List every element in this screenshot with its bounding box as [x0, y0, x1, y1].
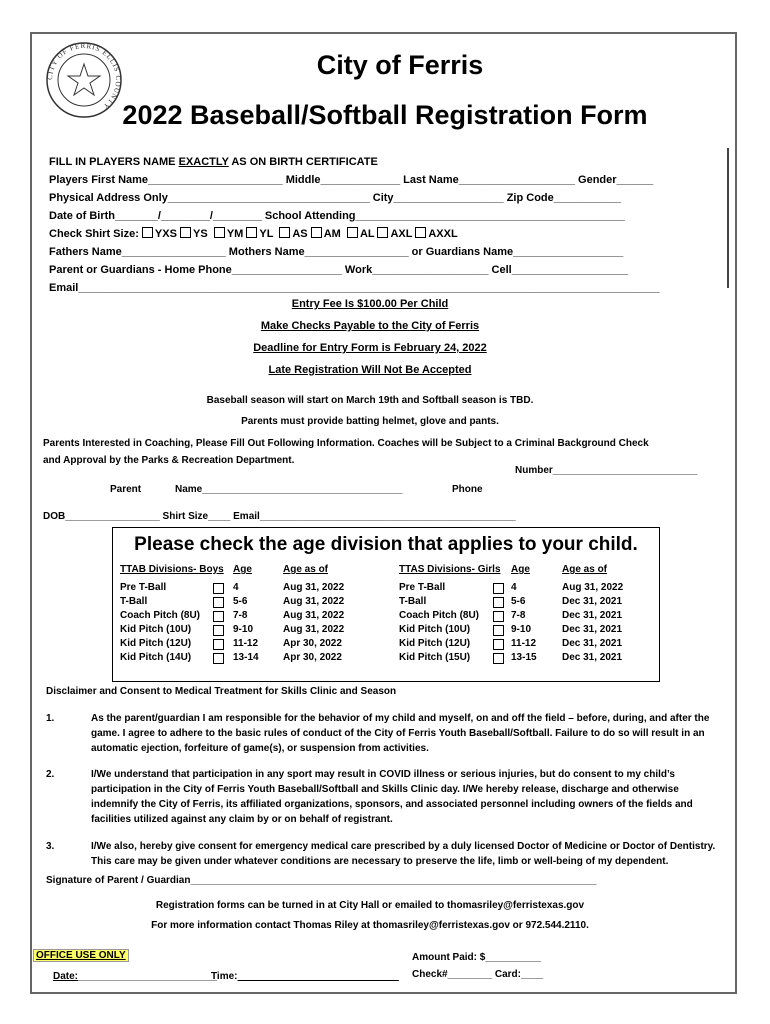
coaching-line2: and Approval by the Parks & Recreation Department. — [43, 455, 295, 466]
girls-checkbox-kid-pitch-15u[interactable] — [493, 653, 504, 664]
shirt-option-axl[interactable]: AXL — [377, 228, 412, 240]
coach-name-field[interactable]: Name____________________________________ — [175, 484, 403, 495]
player-name-field[interactable]: Players First Name______________________ Middle_____________ Last Name___________________ Gender______ — [49, 174, 654, 186]
contact-info: For more information contact Thomas Riley at thomasriley@ferristexas.gov or 972.544.2110. — [151, 920, 589, 931]
shirt-option-ym[interactable]: YM — [214, 228, 244, 240]
equipment-notice: Parents must provide batting helmet, glove and pants. — [241, 416, 499, 427]
girls-checkbox-coach-pitch[interactable] — [493, 611, 504, 622]
disclaimer-heading: Disclaimer and Consent to Medical Treatment for Skills Clinic and Season — [46, 686, 397, 697]
disclaimer-item-3: I/We also, hereby give consent for emergency medical care prescribed by a duly licensed Doctor of Medicine or Doctor of Dentistry. This care may be given under whatever conditions are necessary to preserve the life, limb or well-being of my dependent. — [91, 841, 716, 867]
boys-checkbox-coach-pitch[interactable] — [213, 611, 224, 622]
email-field[interactable]: Email_______________________________________________________________________________________________ — [49, 282, 660, 294]
phone-field[interactable]: Parent or Guardians - Home Phone__________________ Work___________________ Cell___________________ — [49, 264, 628, 276]
age-division-box — [112, 527, 660, 682]
margin-bar — [727, 148, 729, 288]
girls-checkbox-kid-pitch-10u[interactable] — [493, 625, 504, 636]
boys-division-column: TTAB Divisions- Boys Pre T-Ball T-Ball Coach Pitch (8U) Kid Pitch (10U) Kid Pitch (12U) Kid Pitch (14U) — [120, 564, 224, 663]
coach-number-field[interactable]: Number__________________________ — [515, 465, 698, 476]
boys-checkbox-kid-pitch-10u[interactable] — [213, 625, 224, 636]
girls-age-column: Age 4 5-6 7-8 9-10 11-12 13-15 — [511, 564, 537, 663]
boys-checkbox-pre-tball[interactable] — [213, 583, 224, 594]
shirt-option-yl[interactable]: YL — [246, 228, 273, 240]
shirt-option-am[interactable]: AM — [311, 228, 341, 240]
instruction-line: FILL IN PLAYERS NAME EXACTLY AS ON BIRTH CERTIFICATE — [49, 156, 378, 168]
parents-field[interactable]: Fathers Name_________________ Mothers Name_________________ or Guardians Name__________________ — [49, 246, 624, 258]
form-subtitle: 2022 Baseball/Softball Registration Form — [122, 100, 648, 130]
turn-in-info: Registration forms can be turned in at City Hall or emailed to thomasriley@ferristexas.gov — [155, 900, 585, 911]
shirt-option-as[interactable]: AS — [279, 228, 307, 240]
checks-payable: Make Checks Payable to the City of Ferris — [260, 320, 480, 332]
coach-phone-label: Phone — [452, 484, 483, 495]
shirt-option-yxs[interactable]: YXS — [142, 228, 177, 240]
coach-dob-line[interactable]: DOB_________________ Shirt Size____ Email______________________________________________ — [43, 511, 516, 522]
disclaimer-num-2: 2. — [46, 769, 55, 780]
check-card-field[interactable]: Check#________ Card:____ — [412, 969, 544, 980]
address-field[interactable]: Physical Address Only_________________________________ City__________________ Zip Code___________ — [49, 192, 622, 204]
girls-division-column: TTAS Divisions- Girls Pre T-Ball T-Ball Coach Pitch (8U) Kid Pitch (10U) Kid Pitch (12U) Kid Pitch (15U) — [399, 564, 501, 663]
girls-checkbox-column[interactable] — [493, 581, 504, 667]
season-start: Baseball season will start on March 19th and Softball season is TBD. — [206, 395, 534, 406]
amount-paid-field[interactable]: Amount Paid: $__________ — [412, 952, 541, 963]
boys-checkbox-kid-pitch-14u[interactable] — [213, 653, 224, 664]
girls-checkbox-tball[interactable] — [493, 597, 504, 608]
office-time-field[interactable]: Time:_____________________________ — [211, 971, 399, 982]
entry-fee: Entry Fee Is $100.00 Per Child — [291, 298, 449, 310]
girls-checkbox-pre-tball[interactable] — [493, 583, 504, 594]
boys-checkbox-column[interactable] — [213, 581, 224, 667]
shirt-option-al[interactable]: AL — [347, 228, 374, 240]
dob-school-field[interactable]: Date of Birth_______/________/________ School Attending____________________________________________ — [49, 210, 625, 222]
disclaimer-num-3: 3. — [46, 841, 55, 852]
coach-parent-label: Parent — [110, 484, 142, 495]
boys-age-column: Age 4 5-6 7-8 9-10 11-12 13-14 — [233, 564, 259, 663]
age-division-title: Please check the age division that applies to your child. — [134, 534, 638, 555]
shirt-size-row: Check Shirt Size: YXS YS YM YL AS AM AL AXL AXXL — [49, 228, 458, 240]
deadline: Deadline for Entry Form is February 24, 2022 — [253, 342, 487, 354]
boys-checkbox-kid-pitch-12u[interactable] — [213, 639, 224, 650]
coaching-line1: Parents Interested in Coaching, Please Fill Out Following Information. Coaches will be Subject to a Criminal Background Check — [43, 438, 649, 449]
office-use-label: OFFICE USE ONLY — [33, 949, 129, 962]
disclaimer-num-1: 1. — [46, 713, 55, 724]
girls-as-of-column: Age as of Aug 31, 2022 Dec 31, 2021 Dec 31, 2021 Dec 31, 2021 Dec 31, 2021 Dec 31, 2021 — [562, 564, 624, 663]
disclaimer-item-2: I/We understand that participation in any sport may result in COVID illness or serious injuries, but do consent to my child’s participation in the City of Ferris Youth Baseball/Softball and Skills Clinic day. I/We hereby release, discharge and otherwise indemnify the City of Ferris, its affiliated organizations, sponsors, and associated personnel including owners of the fields and facilities utilized against any claim by or on behalf of registrant. — [91, 769, 693, 825]
late-registration: Late Registration Will Not Be Accepted — [268, 364, 472, 376]
office-date-field[interactable]: Date:_________________________ — [53, 971, 218, 982]
boys-as-of-column: Age as of Aug 31, 2022 Aug 31, 2022 Aug 31, 2022 Aug 31, 2022 Apr 30, 2022 Apr 30, 2022 — [283, 564, 345, 663]
shirt-option-axxl[interactable]: AXXL — [415, 228, 457, 240]
page-title: City of Ferris — [316, 50, 484, 80]
disclaimer-item-1: As the parent/guardian I am responsible for the behavior of my child and myself, on and off the field – before, during, and after the game. I agree to adhere to the basic rules of conduct of the City of Ferris Youth Baseball/Softball. Failure to do so will result in an automatic ejection, forfeiture of game(s), or suspension from activities. — [91, 713, 710, 754]
seal-text: CITY OF FERRIS ELLIS COUNTY — [45, 41, 123, 111]
girls-checkbox-kid-pitch-12u[interactable] — [493, 639, 504, 650]
boys-checkbox-tball[interactable] — [213, 597, 224, 608]
signature-field[interactable]: Signature of Parent / Guardian_________________________________________________________________________ — [46, 875, 597, 886]
shirt-option-ys[interactable]: YS — [180, 228, 208, 240]
